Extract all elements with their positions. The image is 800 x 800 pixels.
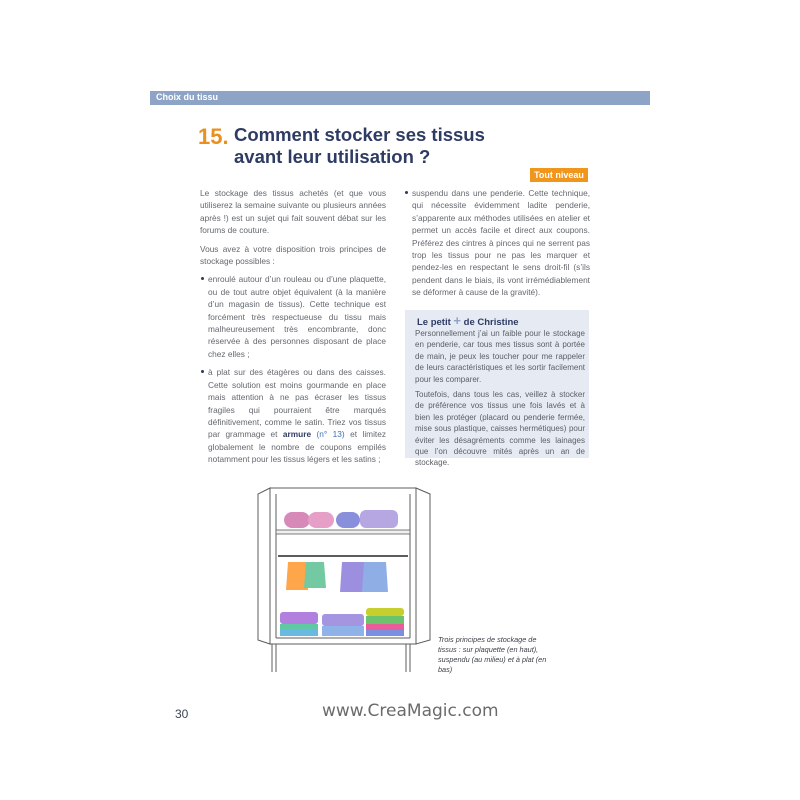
- tip-title-b: de Christine: [463, 317, 519, 328]
- plus-icon: +: [453, 313, 462, 328]
- principles-list-continued: [404, 187, 590, 299]
- left-column: [200, 187, 386, 472]
- watermark-text: www.CreaMagic.com: [322, 701, 499, 721]
- section-title: Choix du tissu: [156, 92, 219, 102]
- page-title: [234, 124, 534, 168]
- tip-body: [415, 328, 585, 473]
- chapter-number: 15.: [198, 124, 229, 149]
- tip-box: [405, 310, 589, 468]
- tip-title-a: Le petit: [417, 317, 451, 328]
- keyword-armure: armure: [282, 429, 312, 440]
- bullet-roll: enroulé autour d’un rouleau ou d’une plaquette, ou de tout autre objet équivalent (à la manière d’un magasin de tissus). Cette technique est forcément très respectueuse du tissu mais malheureusement très encombrante, donc réservée à des personnes disposant de place chez elles ;: [200, 273, 386, 360]
- page-number: 30: [175, 707, 189, 721]
- intro-paragraph: Le stockage des tissus achetés (et que vous utiliserez la semaine suivante ou plusieurs années après !) est un sujet qui fait souvent débat sur les forums de couture.: [200, 188, 386, 236]
- principles-intro: Vous avez à votre disposition trois principes de stockage possibles :: [200, 243, 386, 267]
- figure-caption: Trois principes de stockage de tissus : sur plaquette (en haut), suspendu (au milieu) et à plat (en bas): [438, 635, 547, 674]
- title-line-2: avant leur utilisation ?: [234, 146, 431, 167]
- tip-title: [417, 313, 519, 328]
- bullet-flat-text-a: à plat sur des étagères ou dans des caisses. Cette solution est moins gourmande en place mais attention à ne pas écraser les tissus fragiles qui pourraient être marqués définitivement, comme le satin. Triez vos tissus par grammage et: [208, 367, 386, 440]
- level-badge: Tout niveau: [530, 168, 588, 182]
- reference-link[interactable]: (n° 13): [316, 429, 345, 440]
- tip-paragraph-2: Toutefois, dans tous les cas, veillez à stocker de préférence vos tissus une fois lavés et à bien les protéger (placard ou penderie fermée, mise sous plastique, caisses hermétiques) pour éviter les désagréments comme les lainages que l’on découvre mités après un an de stockage.: [415, 390, 585, 468]
- section-header-bar: [150, 91, 650, 105]
- title-line-1: Comment stocker ses tissus: [234, 124, 485, 145]
- principles-list: [200, 273, 386, 465]
- top-shelf: [276, 510, 410, 534]
- bullet-flat-text-b: et limitez globalement le nombre de coupons empilés notamment pour les tissus légers et les satins ;: [208, 429, 386, 465]
- bullet-flat: [200, 366, 386, 465]
- wardrobe-illustration: [240, 480, 440, 680]
- bullet-hanging: suspendu dans une penderie. Cette technique, qui nécessite évidemment ladite penderie, s’apparente aux méthodes utilisées en atelier et permet un accès facile et direct aux coupons. Préférez des cintres à pinces qui ne serrent pas trop les tissus pour ne pas les marquer et pendez-les en respectant le sens droit-fil (s’ils pendent dans le biais, ils vont irrémédiablement se déformer à cause de la gravité).: [404, 187, 590, 299]
- right-column: [404, 187, 590, 305]
- tip-paragraph-1: Personnellement j’ai un faible pour le stockage en penderie, car tous mes tissus sont à portée de main, je peux les toucher pour me rappeler de leurs caractéristiques et les sortir facilement pour les comparer.: [415, 329, 585, 384]
